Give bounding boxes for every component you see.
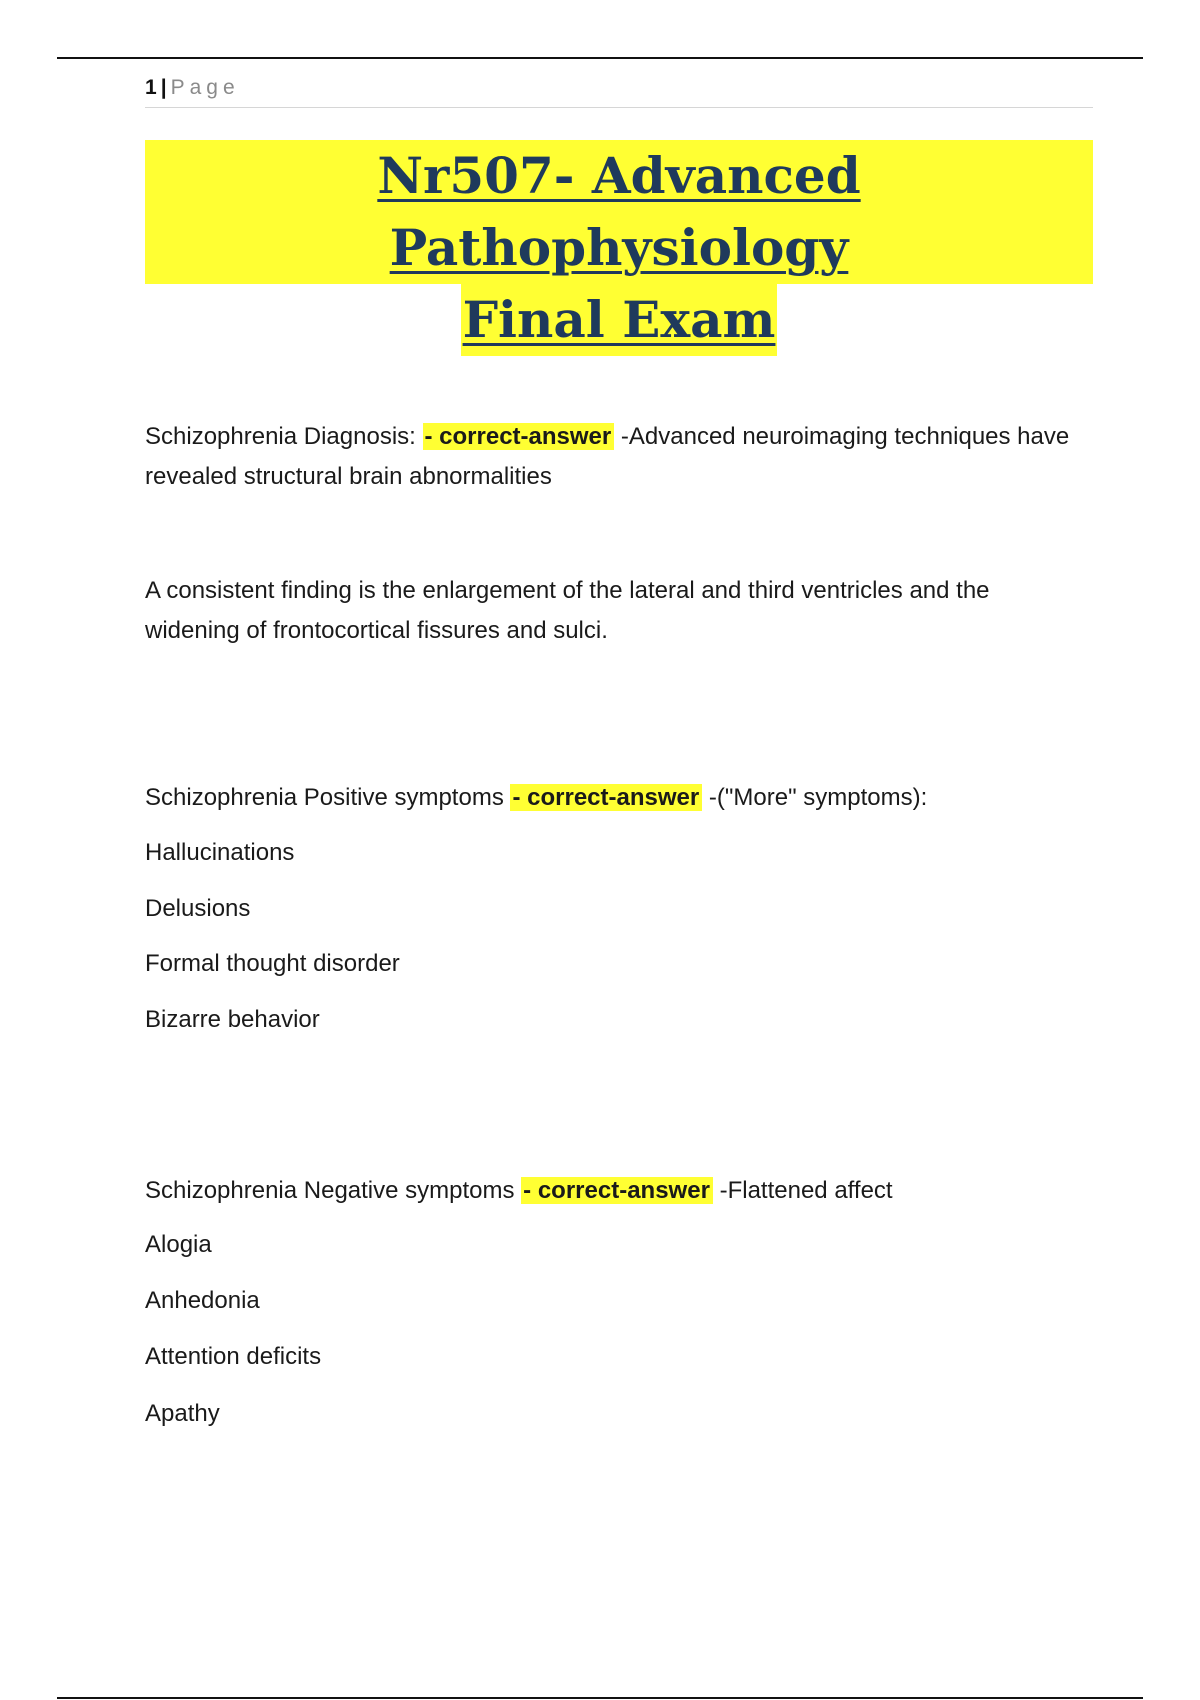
diagnosis-answer: -Advanced neuroimaging techniques have revealed structural brain abnormalities [145,423,1070,490]
positive-symptoms-heading [145,778,1075,818]
negative-symptoms-heading [145,1171,1075,1211]
negative-symptom-item: Attention deficits [145,1343,322,1370]
positive-answer-tag: - correct-answer [510,784,702,811]
negative-answer: -Flattened affect [712,1177,893,1204]
page-separator: | [160,76,167,99]
positive-prefix: Schizophrenia Positive symptoms [145,784,511,811]
positive-symptom-item: Formal thought disorder [145,950,400,977]
positive-symptom-item: Bizarre behavior [145,1006,320,1033]
diagnosis-prefix: Schizophrenia Diagnosis: [145,423,423,450]
bottom-rule [57,1697,1143,1699]
top-rule [57,57,1143,59]
negative-symptom-item: Alogia [145,1231,212,1258]
diagnosis-answer-tag: - correct-answer [423,423,615,450]
document-title [145,140,1093,356]
diagnosis-paragraph [145,417,1075,497]
negative-answer-tag: - correct-answer [521,1177,713,1204]
positive-answer: -("More" symptoms): [702,784,928,811]
positive-symptom-item: Hallucinations [145,839,295,866]
finding-paragraph: A consistent finding is the enlargement of the lateral and third ventricles and the widening of frontocortical fissures and sulci. [145,577,990,644]
title-line-1: Nr507- Advanced Pathophysiology [145,140,1093,284]
negative-prefix: Schizophrenia Negative symptoms [145,1177,522,1204]
page-header [145,72,1093,108]
title-line-2: Final Exam [461,284,778,356]
negative-symptom-item: Apathy [145,1400,220,1427]
positive-symptom-item: Delusions [145,895,251,922]
page-word: Page [170,76,240,99]
page-number: 1 [145,76,157,99]
negative-symptom-item: Anhedonia [145,1287,260,1314]
